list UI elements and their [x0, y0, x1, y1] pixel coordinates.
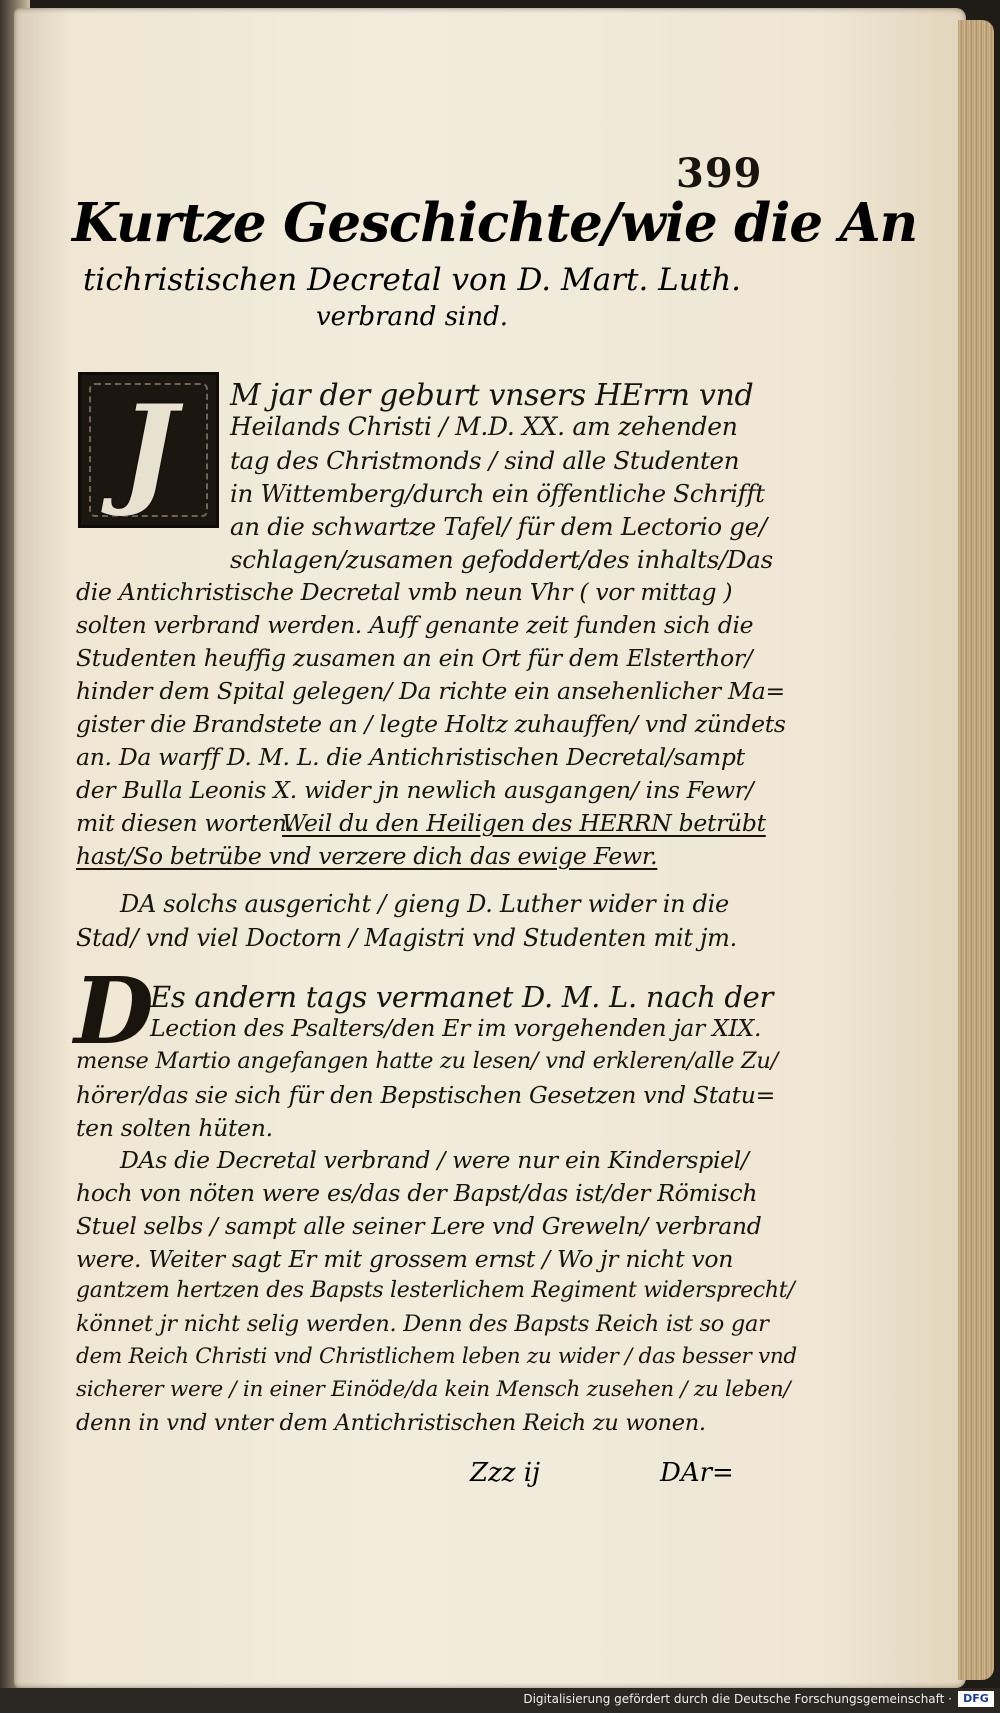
paragraph1-line: Studenten heuffig zusamen an ein Ort für dem Elsterthor/ — [76, 644, 753, 672]
quote-line: Weil du den Heiligen des HERRN betrübt — [282, 809, 766, 837]
paragraph2-line: DA solchs ausgericht / gieng D. Luther wider in die — [120, 890, 729, 918]
paragraph1-line: mit diesen worten. — [76, 809, 294, 837]
catchword: DAr= — [660, 1458, 734, 1488]
paragraph4-line: Stuel selbs / sampt alle seiner Lere vnd Greweln/ verbrand — [76, 1212, 762, 1240]
paragraph4-line: were. Weiter sagt Er mit grossem ernst / Wo jr nicht von — [76, 1245, 734, 1273]
paragraph2-line: Stad/ vnd viel Doctorn / Magistri vnd Studenten mit jm. — [76, 924, 737, 952]
paragraph3-line: mense Martio angefangen hatte zu lesen/ vnd erkleren/alle Zu/ — [76, 1048, 778, 1074]
paragraph3-initial: D — [74, 957, 154, 1065]
paragraph1-line: schlagen/zusamen gefoddert/des inhalts/Das — [230, 545, 773, 574]
paragraph4-line: gantzem hertzen des Bapsts lesterlichem Regiment widersprecht/ — [76, 1278, 795, 1303]
paragraph4-line: sicherer were / in einer Einöde/da kein Mensch zusehen / zu leben/ — [76, 1377, 791, 1402]
page-title-line2: tichristischen Decretal von D. Mart. Luth. — [82, 262, 742, 298]
page-number: 399 — [676, 150, 763, 197]
paragraph4-line: hoch von nöten were es/das der Bapst/das ist/der Römisch — [76, 1179, 758, 1207]
page-title-line3: verbrand sind. — [315, 302, 509, 332]
paragraph4-line: könnet jr nicht selig werden. Denn des Bapsts Reich ist so gar — [76, 1311, 769, 1337]
digitization-credit: Digitalisierung gefördert durch die Deutsche Forschungsgemeinschaft · — [523, 1692, 952, 1706]
paragraph1-line: in Wittemberg/durch ein öffentliche Schrifft — [230, 479, 765, 508]
paragraph1-line: solten verbrand werden. Auff genante zeit funden sich die — [76, 611, 754, 639]
signature-mark: Zzz ij — [470, 1458, 541, 1488]
paragraph3-line: hörer/das sie sich für den Bepstischen Gesetzen vnd Statu= — [76, 1081, 775, 1109]
paragraph1-line: Heilands Christi / M.D. XX. am zehenden — [230, 412, 738, 441]
paragraph1-line: an die schwartze Tafel/ für dem Lectorio ge/ — [230, 512, 767, 541]
paragraph4-line: denn in vnd vnter dem Antichristischen Reich zu wonen. — [76, 1410, 706, 1436]
paragraph4-line: DAs die Decretal verbrand / were nur ein Kinderspiel/ — [120, 1146, 749, 1174]
paragraph1-line: tag des Christmonds / sind alle Studenten — [230, 446, 740, 475]
page-fore-edge — [958, 20, 994, 1680]
page-title: Kurtze Geschichte/wie die An — [72, 192, 918, 254]
decorated-initial — [78, 372, 219, 528]
dfg-logo: DFG — [958, 1691, 994, 1707]
quote-line: hast/So betrübe vnd verzere dich das ewige Fewr. — [76, 842, 658, 870]
paragraph1-line: M jar der geburt vnsers HErrn vnd — [230, 378, 754, 413]
paragraph3-line: ten solten hüten. — [76, 1114, 273, 1142]
paragraph3-line: Es andern tags vermanet D. M. L. nach der — [150, 980, 774, 1014]
paragraph4-line: dem Reich Christi vnd Christlichem leben zu wider / das besser vnd — [76, 1344, 797, 1369]
paragraph1-line: die Antichristische Decretal vmb neun Vhr ( vor mittag ) — [76, 578, 733, 606]
paragraph1-line: der Bulla Leonis X. wider jn newlich ausgangen/ ins Fewr/ — [76, 776, 754, 804]
paragraph1-line: gister die Brandstete an / legte Holtz zuhauffen/ vnd zündets — [76, 710, 786, 738]
paragraph1-line: hinder dem Spital gelegen/ Da richte ein ansehenlicher Ma= — [76, 677, 785, 705]
initial-letter: J — [120, 379, 177, 520]
paragraph1-line: an. Da warff D. M. L. die Antichristischen Decretal/sampt — [76, 743, 745, 771]
paragraph3-line: Lection des Psalters/den Er im vorgehenden jar XIX. — [150, 1014, 762, 1042]
